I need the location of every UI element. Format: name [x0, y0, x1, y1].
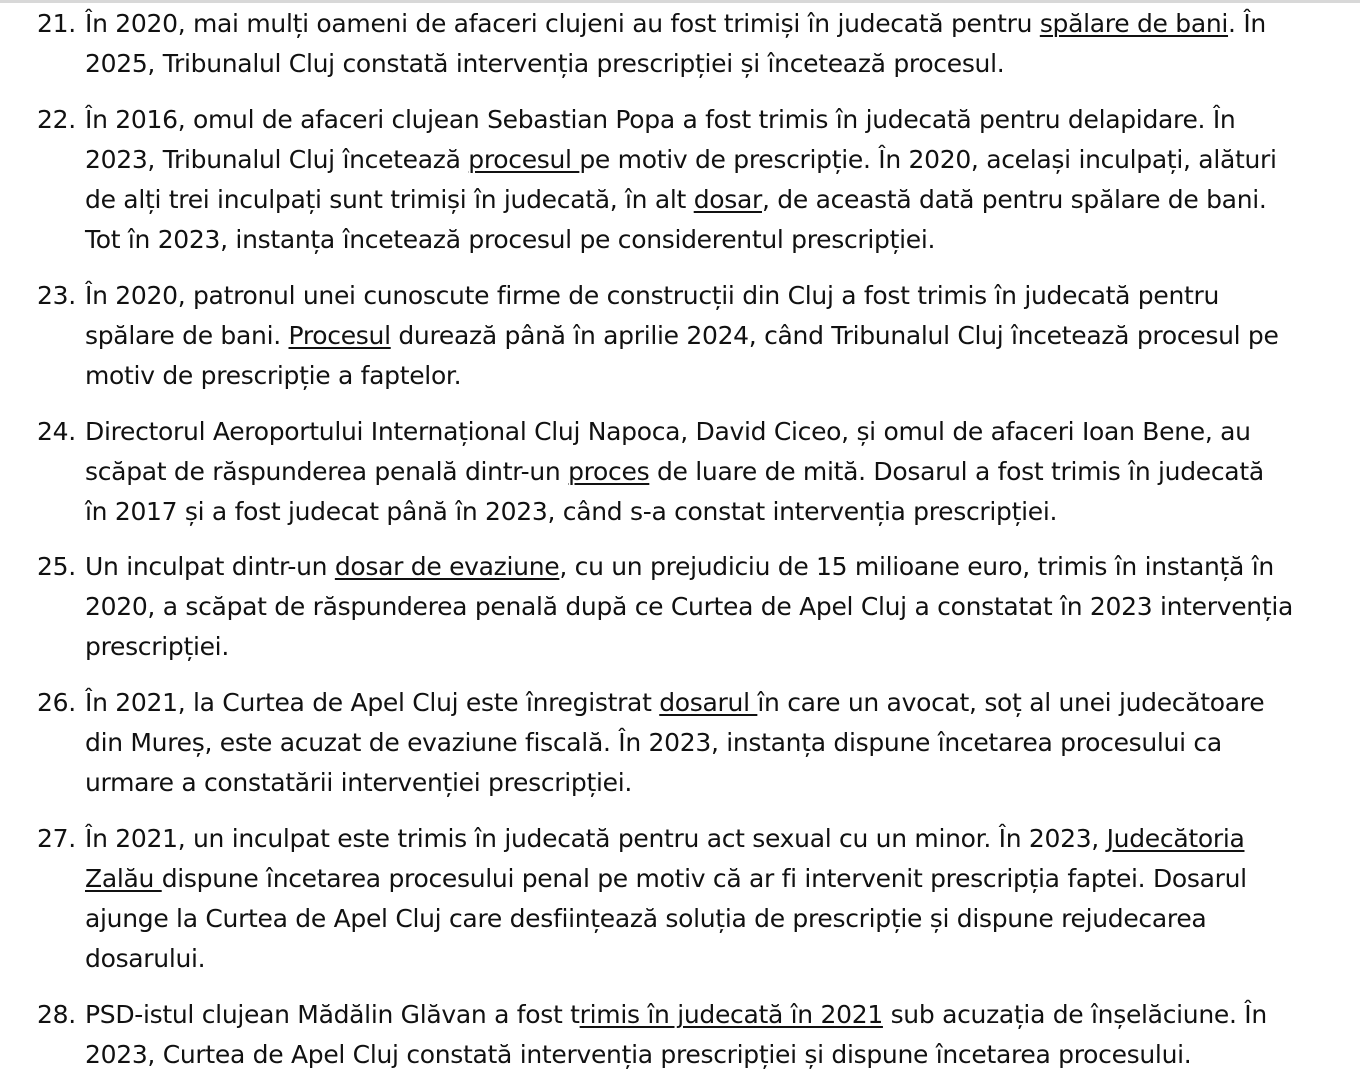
- link-trimis-in-judecata[interactable]: rimis în judecată în 2021: [579, 1000, 883, 1029]
- item-text: [85, 100, 1360, 260]
- text-line: 2023, Curtea de Apel Cluj constată intervenția prescripției și dispune încetarea procesului.: [85, 1040, 1192, 1069]
- item-text: [85, 819, 1360, 979]
- link-proces[interactable]: proces: [568, 457, 650, 486]
- text-line: Tot în 2023, instanța încetează procesul pe considerentul prescripției.: [85, 225, 936, 254]
- item-number: 24.: [37, 417, 76, 446]
- text-line: Directorul Aeroportului Internațional Cluj Napoca, David Ciceo, și omul de afaceri Ioan Bene, au: [85, 417, 1251, 446]
- text-line: prescripției.: [85, 632, 229, 661]
- item-text: [85, 547, 1360, 667]
- item-number: 21.: [37, 9, 76, 38]
- text-line: dosarului.: [85, 944, 206, 973]
- text-line: PSD-istul clujean Mădălin Glăvan a fost trimis în judecată în 2021 sub acuzația de înșelăciune. În: [85, 1000, 1267, 1029]
- text-line: urmare a constatării intervenției prescripției.: [85, 768, 633, 797]
- item-number: 25.: [37, 552, 76, 581]
- text-line: 2020, a scăpat de răspunderea penală după ce Curtea de Apel Cluj a constatat în 2023 intervenția: [85, 592, 1293, 621]
- text-line: În 2021, un inculpat este trimis în judecată pentru act sexual cu un minor. În 2023, Judecătoria: [85, 824, 1245, 853]
- item-number: 23.: [37, 281, 76, 310]
- text-line: În 2020, mai mulți oameni de afaceri clujeni au fost trimiși în judecată pentru spălare de bani. În: [85, 9, 1266, 38]
- text-line: spălare de bani. Procesul durează până în aprilie 2024, când Tribunalul Cluj încetează procesul pe: [85, 321, 1279, 350]
- text-line: din Mureș, este acuzat de evaziune fiscală. În 2023, instanța dispune încetarea procesului ca: [85, 728, 1222, 757]
- text-line: motiv de prescripție a faptelor.: [85, 361, 462, 390]
- item-number: 28.: [37, 1000, 76, 1029]
- link-procesul[interactable]: procesul: [468, 145, 580, 174]
- link-dosar[interactable]: dosar: [693, 185, 762, 214]
- link-judecatoria-zalau-cont[interactable]: Zalău: [85, 864, 162, 893]
- text-line: În 2021, la Curtea de Apel Cluj este înregistrat dosarul în care un avocat, soț al unei judecătoare: [85, 688, 1265, 717]
- item-text: [85, 276, 1360, 396]
- link-judecatoria-zalau[interactable]: Judecătoria: [1106, 824, 1245, 853]
- item-number: 22.: [37, 105, 76, 134]
- text-line: de alți trei inculpați sunt trimiși în judecată, în alt dosar, de această dată pentru spălare de bani.: [85, 185, 1267, 214]
- text-line: scăpat de răspunderea penală dintr-un proces de luare de mită. Dosarul a fost trimis în judecată: [85, 457, 1264, 486]
- text-line: Un inculpat dintr-un dosar de evaziune, cu un prejudiciu de 15 milioane euro, trimis în instanță în: [85, 552, 1274, 581]
- item-text: [85, 4, 1360, 84]
- text-line: În 2016, omul de afaceri clujean Sebastian Popa a fost trimis în judecată pentru delapidare. În: [85, 105, 1236, 134]
- item-text: [85, 995, 1360, 1075]
- link-dosarul[interactable]: dosarul: [659, 688, 758, 717]
- text-line: În 2020, patronul unei cunoscute firme de construcții din Cluj a fost trimis în judecată pentru: [85, 281, 1220, 310]
- text-line: în 2017 și a fost judecat până în 2023, când s-a constat intervenția prescripției.: [85, 497, 1058, 526]
- text-line: 2023, Tribunalul Cluj încetează procesul pe motiv de prescripție. În 2020, același inculpați, alături: [85, 145, 1277, 174]
- text-line: Zalău dispune încetarea procesului penal pe motiv că ar fi intervenit prescripția faptei. Dosarul: [85, 864, 1247, 893]
- text-line: 2025, Tribunalul Cluj constată intervenția prescripției și încetează procesul.: [85, 49, 1005, 78]
- link-dosar-de-evaziune[interactable]: dosar de evaziune: [334, 552, 560, 581]
- top-divider: [0, 0, 1360, 3]
- text-line: ajunge la Curtea de Apel Cluj care desființează soluția de prescripție și dispune rejudecarea: [85, 904, 1207, 933]
- item-text: [85, 412, 1360, 532]
- link-spalare-de-bani[interactable]: spălare de bani: [1039, 9, 1229, 38]
- item-number: 27.: [37, 824, 76, 853]
- item-text: [85, 683, 1360, 803]
- link-procesul-2[interactable]: Procesul: [288, 321, 391, 350]
- item-number: 26.: [37, 688, 76, 717]
